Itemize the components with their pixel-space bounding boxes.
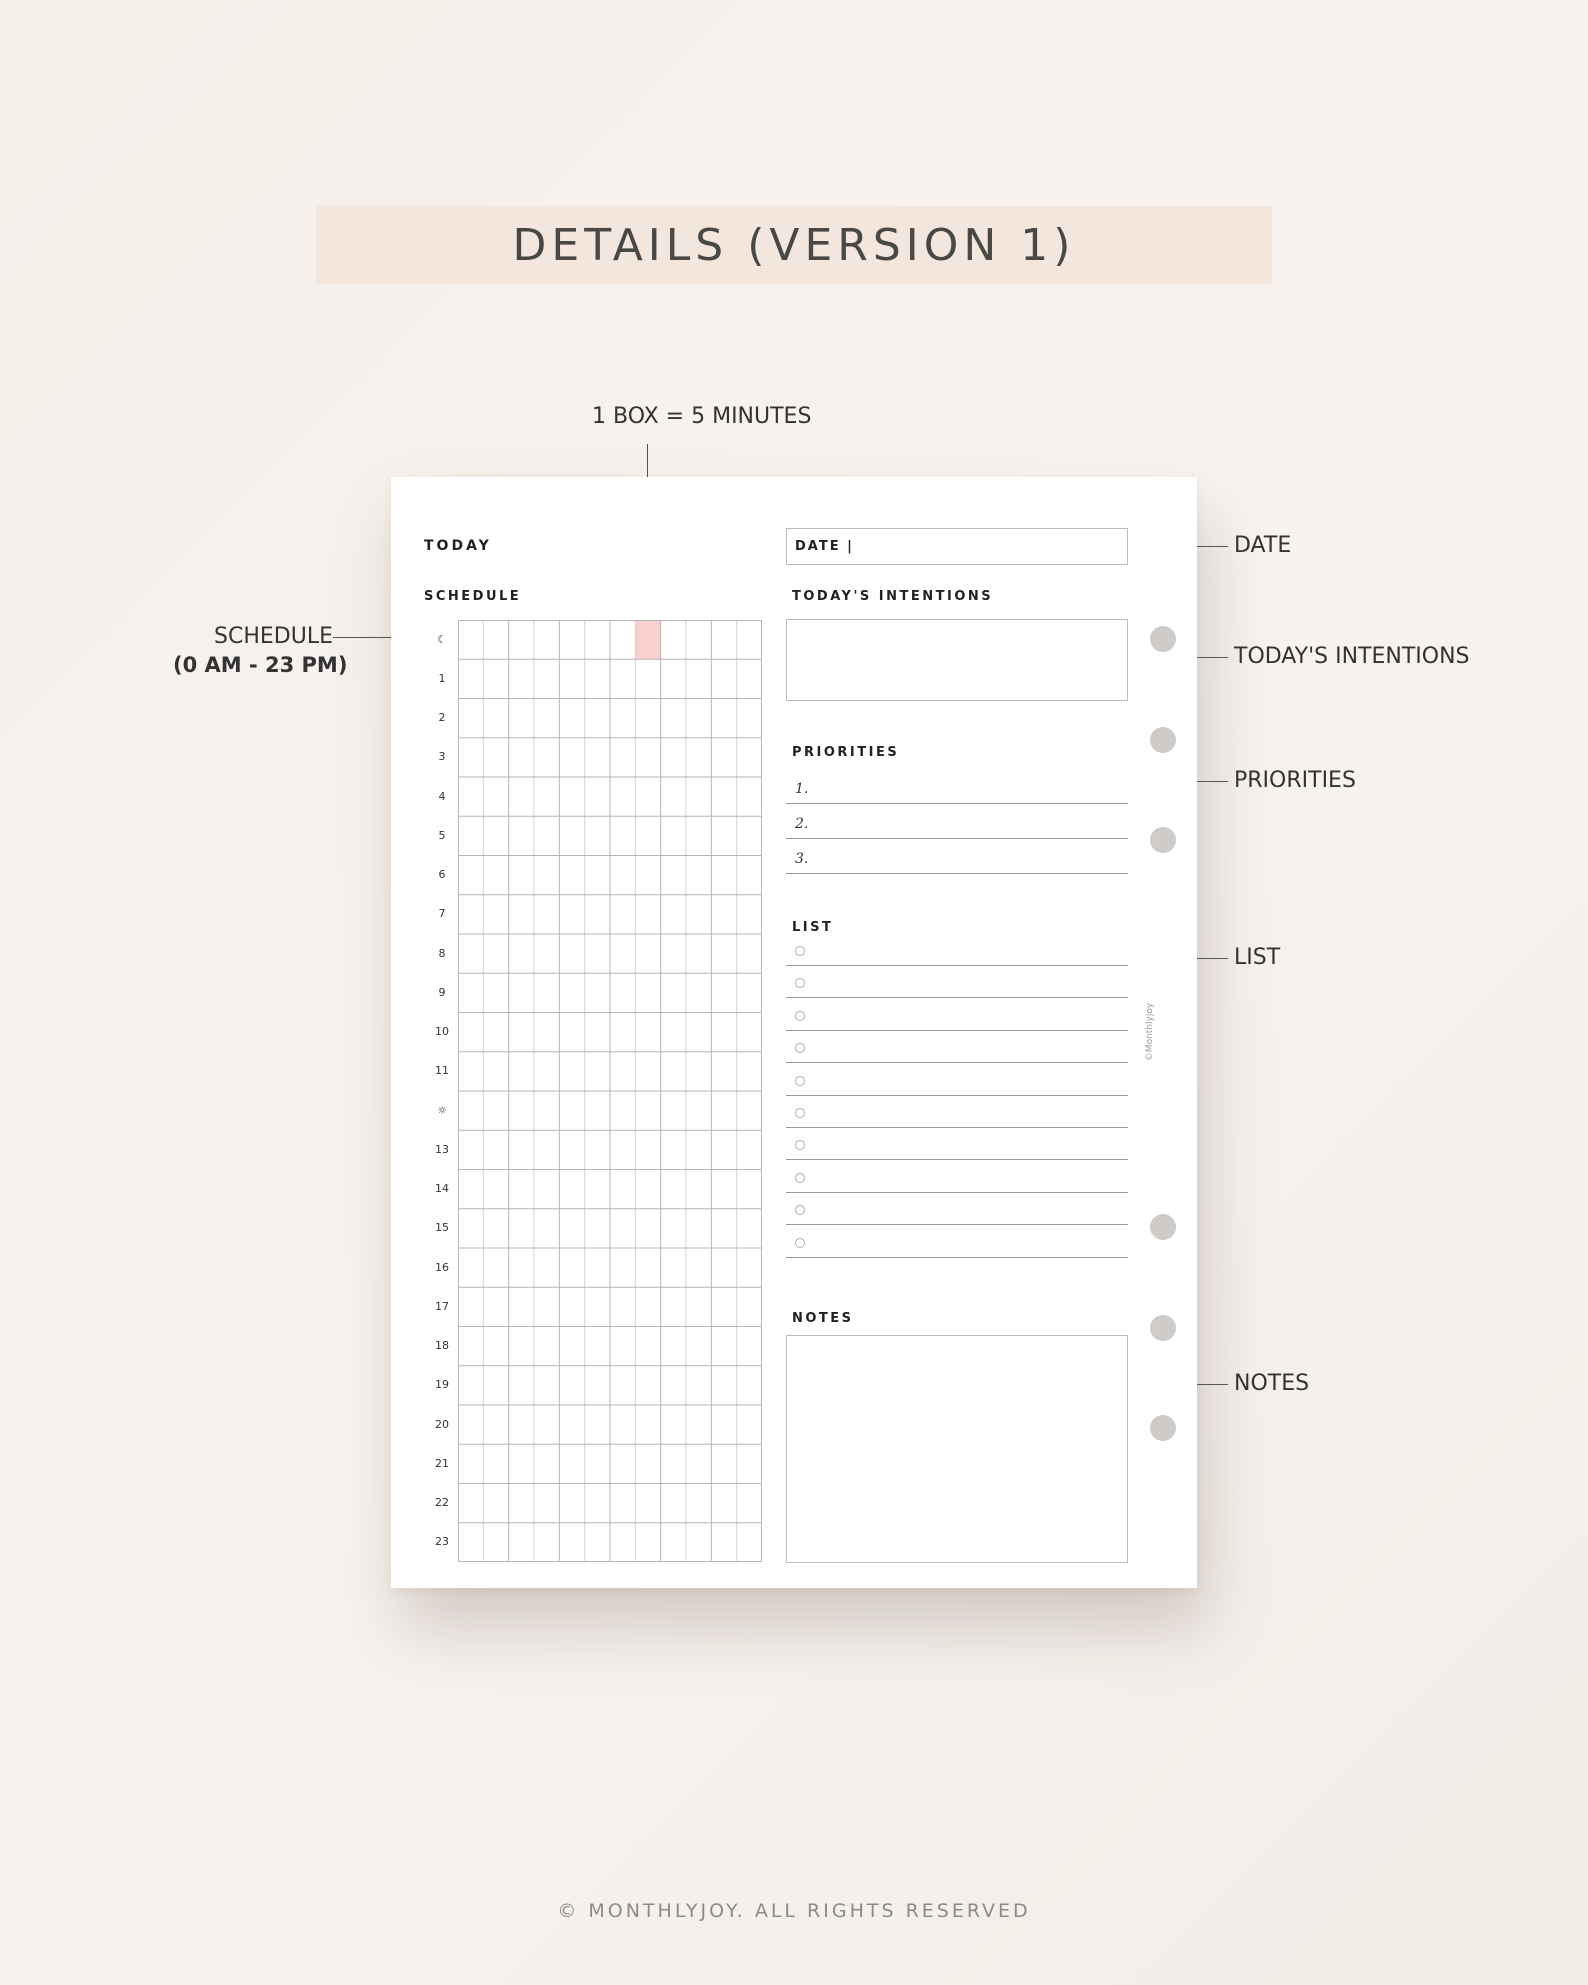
list-checkbox[interactable] [795, 1011, 805, 1021]
list-checkbox[interactable] [795, 978, 805, 988]
notes-label: NOTES [792, 1311, 854, 1326]
list-checkbox[interactable] [795, 1173, 805, 1183]
list-checkbox[interactable] [795, 1205, 805, 1215]
intentions-label: TODAY'S INTENTIONS [792, 589, 994, 604]
hour-label: 2 [438, 711, 446, 725]
priorities-label: PRIORITIES [792, 745, 900, 760]
list-item-line[interactable] [786, 1095, 1128, 1096]
hour-label: 10 [435, 1025, 449, 1039]
hour-label: 4 [438, 789, 446, 803]
notes-box[interactable] [786, 1335, 1128, 1563]
date-field[interactable] [786, 528, 1128, 565]
hour-label: 14 [435, 1182, 449, 1196]
list-item-line[interactable] [786, 1257, 1128, 1258]
hour-label: 18 [435, 1339, 449, 1353]
hour-label: 21 [435, 1456, 449, 1470]
hour-label: 20 [435, 1417, 449, 1431]
annotation-list: LIST [1234, 945, 1281, 970]
hour-label: ☾ [437, 632, 447, 646]
hour-label: 9 [438, 985, 446, 999]
today-label: TODAY [424, 538, 492, 554]
hour-label: 13 [435, 1142, 449, 1156]
priority-3-line[interactable] [786, 873, 1128, 874]
date-label: DATE | [795, 539, 854, 554]
footer-copyright: © MONTHLYJOY. ALL RIGHTS RESERVED [557, 1900, 1031, 1922]
hour-label: 1 [438, 671, 446, 685]
hour-label: 6 [438, 868, 446, 882]
list-item-line[interactable] [786, 965, 1128, 966]
binder-hole [1150, 626, 1176, 652]
binder-hole [1150, 727, 1176, 753]
binder-hole [1150, 1415, 1176, 1441]
list-item-line[interactable] [786, 1159, 1128, 1160]
list-checkbox[interactable] [795, 1043, 805, 1053]
list-item-line[interactable] [786, 1192, 1128, 1193]
annotation-priorities: PRIORITIES [1234, 768, 1356, 793]
list-item-line[interactable] [786, 1224, 1128, 1225]
highlighted-box [635, 620, 660, 659]
annotation-schedule-range: (0 AM - 23 PM) [173, 653, 348, 677]
hour-label: 17 [435, 1299, 449, 1313]
priority-2-line[interactable] [786, 838, 1128, 839]
list-checkbox[interactable] [795, 1238, 805, 1248]
priority-1-line[interactable] [786, 803, 1128, 804]
hour-label: 3 [438, 750, 446, 764]
schedule-label: SCHEDULE [424, 589, 522, 604]
hour-label: 23 [435, 1535, 449, 1549]
page-title: DETAILS (VERSION 1) [512, 219, 1076, 271]
hour-label: 16 [435, 1260, 449, 1274]
annotation-date: DATE [1234, 533, 1292, 558]
hour-label: 11 [435, 1064, 449, 1078]
list-label: LIST [792, 920, 834, 935]
planner-sheet [391, 477, 1197, 1588]
annotation-notes: NOTES [1234, 1371, 1310, 1396]
priority-3-number: 3. [795, 851, 809, 867]
list-item-line[interactable] [786, 997, 1128, 998]
list-checkbox[interactable] [795, 946, 805, 956]
intentions-box[interactable] [786, 619, 1128, 701]
hour-label: 8 [438, 946, 446, 960]
brand-vertical: ©Monthlyjoy [1145, 1002, 1156, 1062]
hour-label: 19 [435, 1378, 449, 1392]
binder-hole [1150, 1315, 1176, 1341]
list-item-line[interactable] [786, 1062, 1128, 1063]
annotation-intentions: TODAY'S INTENTIONS [1234, 644, 1470, 669]
priority-1-number: 1. [795, 781, 809, 797]
hour-label: 15 [435, 1221, 449, 1235]
binder-hole [1150, 1214, 1176, 1240]
list-checkbox[interactable] [795, 1076, 805, 1086]
hour-label: 22 [435, 1496, 449, 1510]
binder-hole [1150, 827, 1176, 853]
hour-label: ☼ [437, 1103, 447, 1117]
hour-label: 5 [438, 828, 446, 842]
hour-label: 7 [438, 907, 446, 921]
annotation-schedule: SCHEDULE [214, 624, 333, 649]
schedule-grid[interactable] [458, 620, 762, 1562]
list-item-line[interactable] [786, 1127, 1128, 1128]
list-checkbox[interactable] [795, 1108, 805, 1118]
list-checkbox[interactable] [795, 1140, 805, 1150]
schedule-grid-svg [458, 620, 762, 1562]
annotation-box-minutes: 1 BOX = 5 MINUTES [592, 404, 812, 429]
priority-2-number: 2. [795, 816, 809, 832]
title-band [316, 206, 1272, 284]
list-item-line[interactable] [786, 1030, 1128, 1031]
